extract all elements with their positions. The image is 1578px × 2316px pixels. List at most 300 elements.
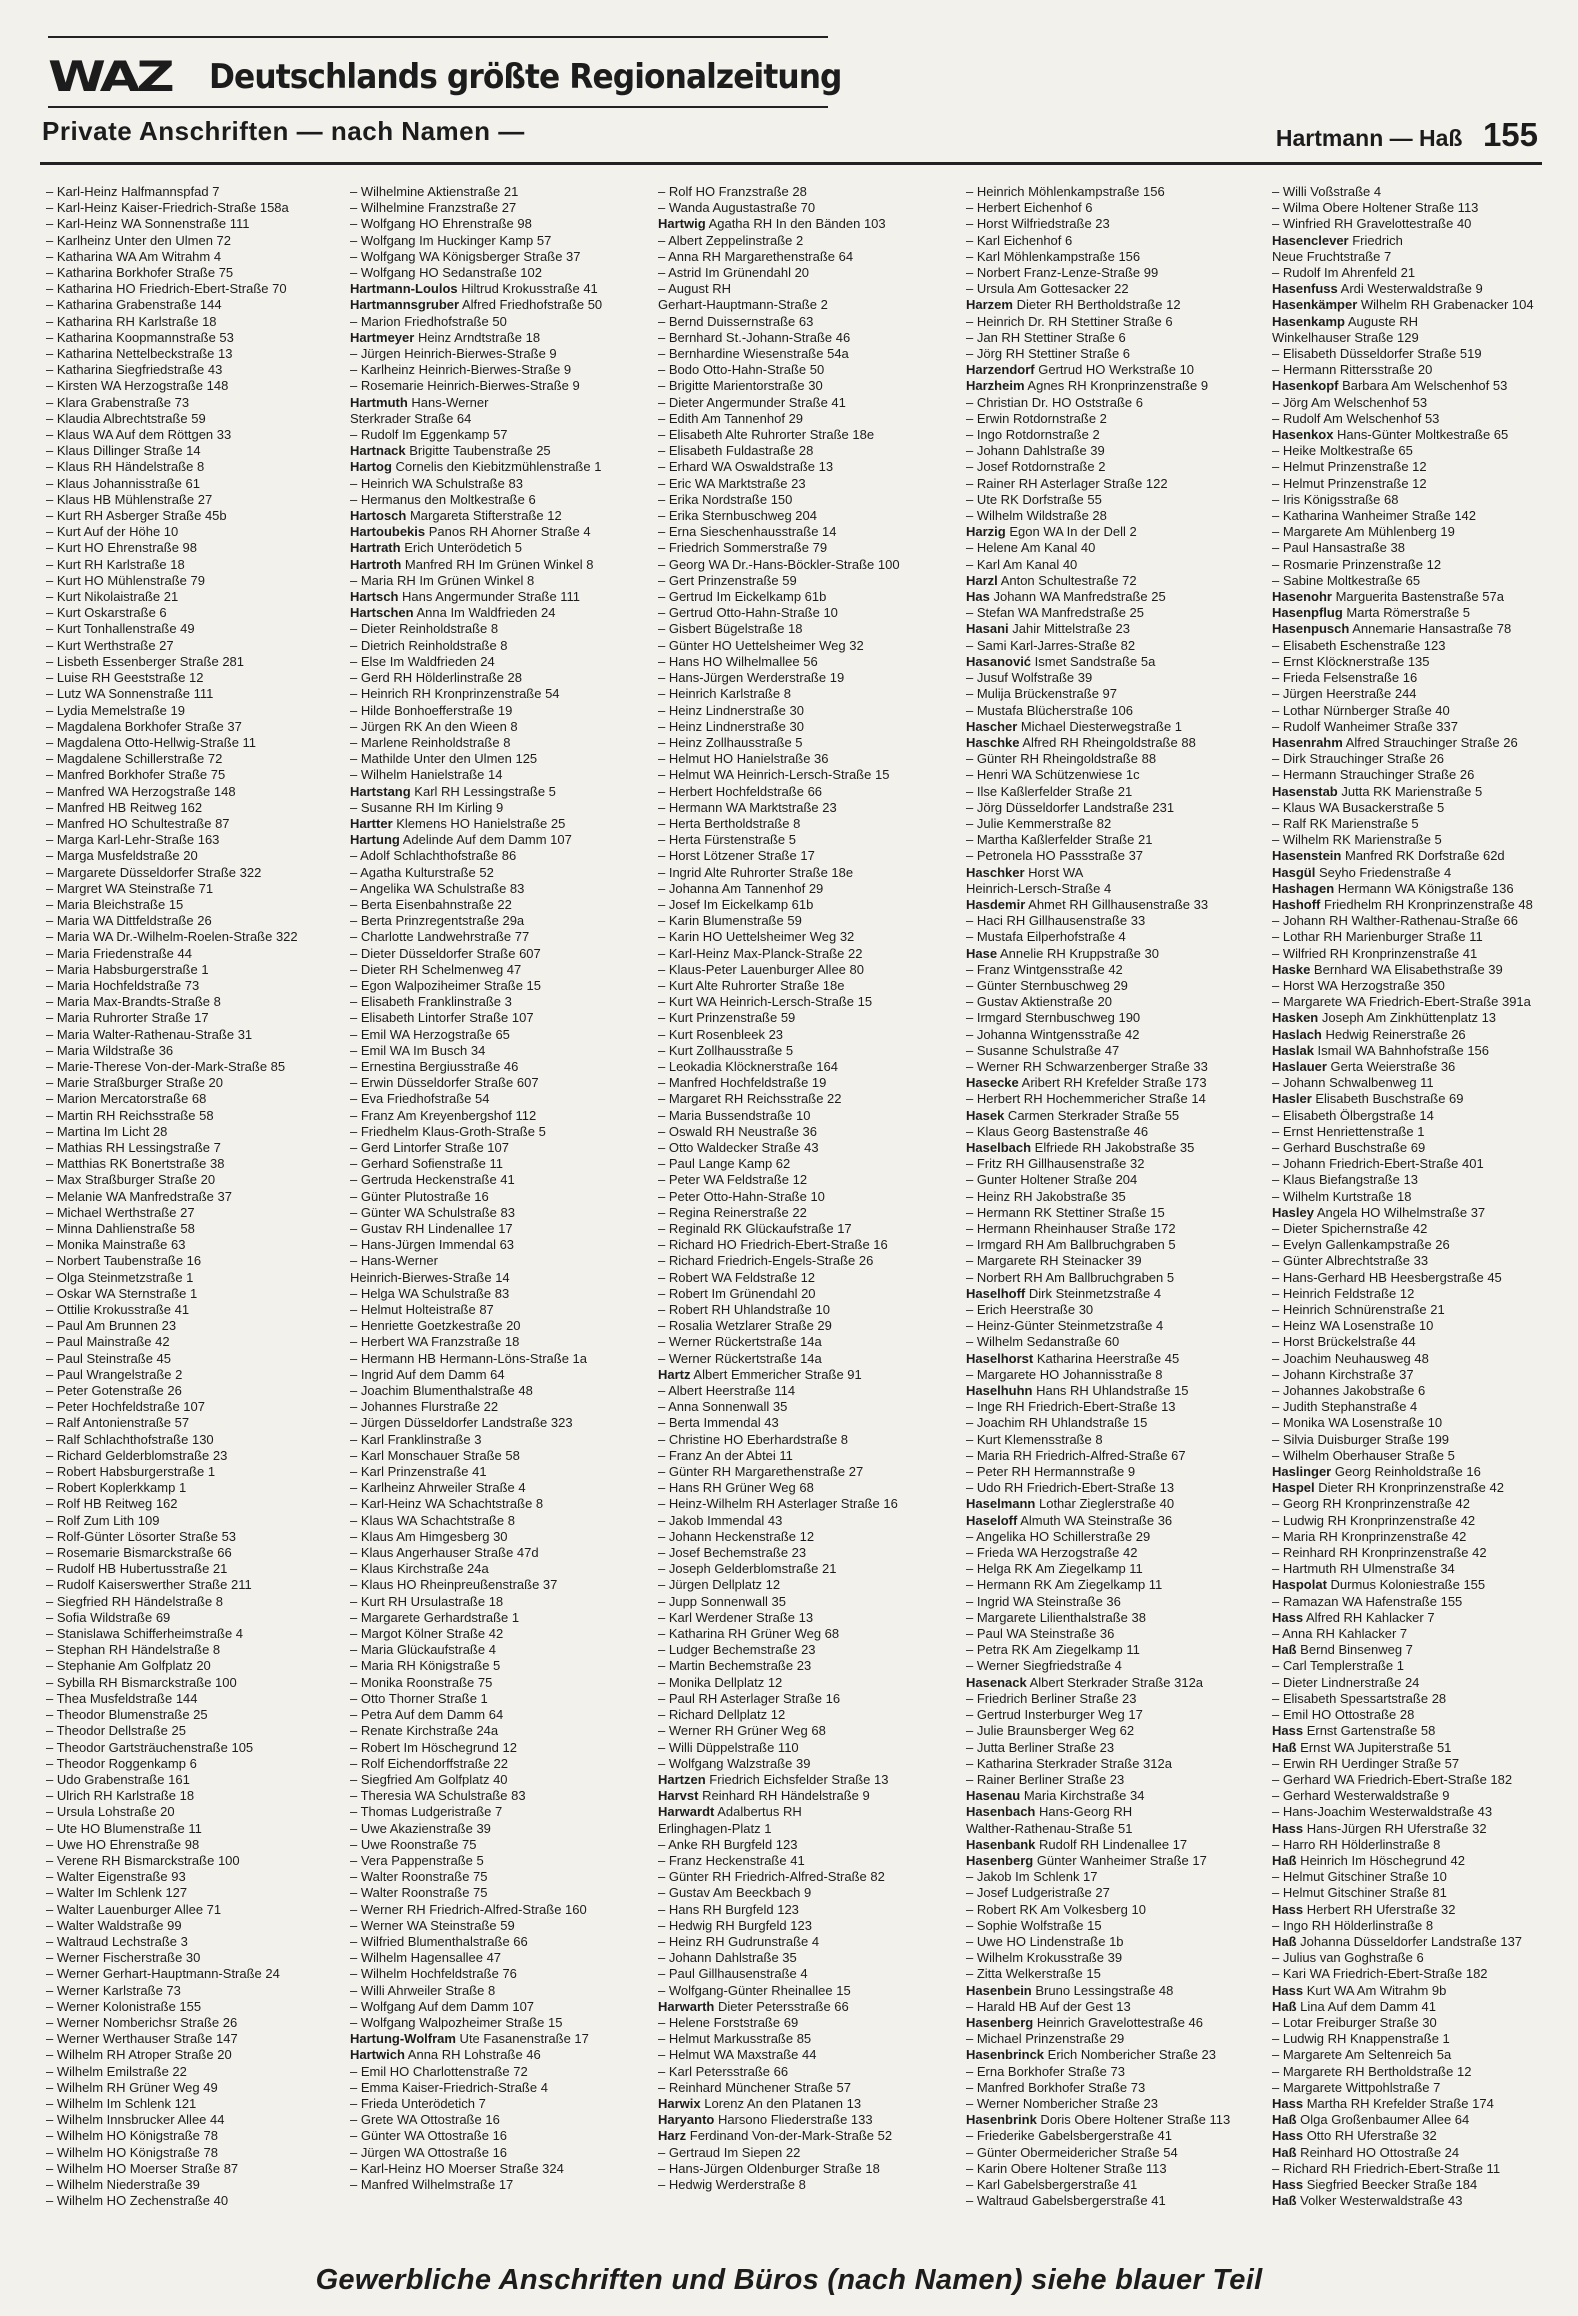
directory-entry: – Henri WA Schützenwiese 1c: [966, 767, 1140, 783]
directory-entry: – Willi Voßstraße 4: [1272, 184, 1382, 199]
directory-entry: – Wilhelm HO Zechenstraße 40: [46, 2193, 229, 2209]
directory-entry: – Rudolf HB Hubertusstraße 21: [46, 1561, 228, 1577]
directory-entry: – Thomas Ludgeristraße 7: [350, 1804, 503, 1820]
directory-entry: – Johann Dahlstraße 35: [658, 1950, 797, 1966]
directory-entry: – Klaus Kirchstraße 24a: [350, 1561, 489, 1577]
directory-entry: – Helmut Prinzenstraße 12: [1272, 459, 1427, 475]
directory-entry: – Katharina Koopmannstraße 53: [46, 329, 234, 345]
directory-entry: – Monika Roonstraße 75: [350, 1674, 493, 1690]
directory-entry: – Rosemarie Heinrich-Bierwes-Straße 9: [350, 378, 580, 394]
directory-entry: – Adolf Schlachthofstraße 86: [350, 848, 517, 864]
directory-entry: – Oskar WA Sternstraße 1: [46, 1285, 198, 1301]
directory-entry: – Helmut WA Heinrich-Lersch-Straße 15: [658, 767, 890, 783]
directory-entry: – Heinrich Feldstraße 12: [1272, 1285, 1415, 1301]
directory-entry: Haselhoff Dirk Steinmetzstraße 4: [966, 1285, 1162, 1301]
directory-entry: – Siegfried RH Händelstraße 8: [46, 1593, 224, 1609]
directory-entry: – Günter Obermeidericher Straße 54: [966, 2144, 1178, 2160]
directory-entry: – Evelyn Gallenkampstraße 26: [1272, 1237, 1450, 1253]
directory-entry: – Wolfgang-Günter Rheinallee 15: [658, 1982, 851, 1998]
directory-entry: – Heike Moltkestraße 65: [1272, 443, 1413, 459]
directory-entry: – Franz Heckenstraße 41: [658, 1852, 805, 1868]
directory-entry: Haslauer Gerta Weierstraße 36: [1272, 1058, 1456, 1074]
directory-entry: – Oswald RH Neustraße 36: [658, 1123, 817, 1139]
directory-entry: – Heinrich WA Schulstraße 83: [350, 475, 523, 491]
directory-entry: – Heinrich Karlstraße 8: [658, 686, 791, 702]
directory-entry: – Heinz Lindnerstraße 30: [658, 702, 804, 718]
directory-entry: – Peter WA Feldstraße 12: [658, 1172, 808, 1188]
directory-entry: – Robert Habsburgerstraße 1: [46, 1464, 216, 1480]
directory-entry: – Anna Sonnenwall 35: [658, 1399, 788, 1415]
directory-entry: Hartter Klemens HO Hanielstraße 25: [350, 815, 566, 831]
directory-entry: Harzendorf Gertrud HO Werkstraße 10: [966, 362, 1195, 378]
directory-entry: – Rudolf Im Ahrenfeld 21: [1272, 265, 1416, 281]
directory-entry: – Franz Wintgensstraße 42: [966, 961, 1123, 977]
directory-entry: Hasley Angela HO Wilhelmstraße 37: [1272, 1204, 1486, 1220]
directory-entry: – Elisabeth Düsseldorfer Straße 519: [1272, 346, 1482, 362]
directory-entry: Haselhorst Katharina Heerstraße 45: [966, 1350, 1180, 1366]
directory-entry: – Waltraud Gabelsbergerstraße 41: [966, 2193, 1166, 2209]
directory-entry: – Richard Friedrich-Engels-Straße 26: [658, 1253, 874, 1269]
directory-entry: – Katharina Siegfriedstraße 43: [46, 362, 223, 378]
directory-entry: Haß Volker Westerwaldstraße 43: [1272, 2193, 1463, 2209]
directory-entry: – Günter RH Rheingoldstraße 88: [966, 751, 1157, 767]
directory-entry: – Wolfgang Walpozheimer Straße 15: [350, 2014, 563, 2030]
directory-entry: – Heinrich Möhlenkampstraße 156: [966, 184, 1165, 199]
directory-entry: – Gustav Aktienstraße 20: [966, 994, 1112, 1010]
directory-entry: – Katharina RH Grüner Weg 68: [658, 1626, 840, 1642]
directory-entry: Hasenclever Friedrich: [1272, 232, 1403, 248]
directory-entry: – Helmut WA Maxstraße 44: [658, 2047, 817, 2063]
directory-entry: Hasani Jahir Mittelstraße 23: [966, 621, 1131, 637]
directory-entry: – Wilhelm RH Grüner Weg 49: [46, 2079, 218, 2095]
directory-entry: – Michael Prinzenstraße 29: [966, 2031, 1125, 2047]
directory-entry: – Johann Heckenstraße 12: [658, 1528, 815, 1544]
directory-entry: – Katharina WA Am Witrahm 4: [46, 248, 222, 264]
directory-entry: – Iris Königsstraße 68: [1272, 491, 1399, 507]
directory-entry: – Wolfgang HO Sedanstraße 102: [350, 265, 542, 281]
directory-entry: – Karl-Heinz WA Schachtstraße 8: [350, 1496, 544, 1512]
directory-entry: – Siegfried Am Golfplatz 40: [350, 1771, 508, 1787]
directory-entry: – Bernhardine Wiesenstraße 54a: [658, 346, 849, 362]
directory-entry: – Theresia WA Schulstraße 83: [350, 1788, 526, 1804]
directory-entry: – Wilhelm Im Schlenk 121: [46, 2095, 197, 2111]
directory-entry: – Marie-Therese Von-der-Mark-Straße 85: [46, 1058, 286, 1074]
directory-entry: Hartog Cornelis den Kiebitzmühlenstraße 1: [350, 459, 602, 475]
directory-entry: – Dieter Reinholdstraße 8: [350, 621, 499, 637]
directory-entry: – Hermann RK Stettiner Straße 15: [966, 1204, 1165, 1220]
directory-entry: – Dieter Düsseldorfer Straße 607: [350, 945, 541, 961]
directory-entry: – Werner Siegfriedstraße 4: [966, 1658, 1122, 1674]
directory-entry: – Margaret RH Reichsstraße 22: [658, 1091, 842, 1107]
directory-entry: Hasecke Aribert RH Krefelder Straße 173: [966, 1075, 1207, 1091]
directory-entry: – Ute HO Blumenstraße 11: [46, 1820, 202, 1836]
directory-entry: – Karl Möhlenkampstraße 156: [966, 248, 1141, 264]
directory-entry: – Ludwig RH Knappenstraße 1: [1272, 2031, 1450, 2047]
directory-entry: Haß Ernst WA Jupiterstraße 51: [1272, 1739, 1452, 1755]
directory-entry: – Sophie Wolfstraße 15: [966, 1917, 1102, 1933]
directory-entry: Hartnack Brigitte Taubenstraße 25: [350, 443, 551, 459]
directory-entry: Haselbach Elfriede RH Jakobstraße 35: [966, 1139, 1195, 1155]
directory-entry: – Wilhelm HO Königstraße 78: [46, 2144, 218, 2160]
directory-entry: – Maria WA Dittfeldstraße 26: [46, 913, 212, 929]
directory-entry: – Uwe HO Ehrenstraße 98: [46, 1836, 200, 1852]
directory-entry: – Elisabeth Eschenstraße 123: [1272, 637, 1446, 653]
directory-entry: – Ingo RH Hölderlinstraße 8: [1272, 1917, 1434, 1933]
directory-entry: – Marion Friedhofstraße 50: [350, 313, 507, 329]
directory-entry: – Walter Roonstraße 75: [350, 1885, 488, 1901]
directory-entry: – Wilhelm Sedanstraße 60: [966, 1334, 1120, 1350]
directory-entry: Hasenrahm Alfred Strauchinger Straße 26: [1272, 734, 1518, 750]
directory-entry: – Julius van Goghstraße 6: [1272, 1950, 1424, 1966]
directory-entry: – Erich Heerstraße 30: [966, 1302, 1094, 1318]
directory-entry: – Heinrich Schnürenstraße 21: [1272, 1302, 1445, 1318]
directory-entry: – Rolf Eichendorffstraße 22: [350, 1755, 509, 1771]
directory-entry: – Hans-Jürgen Immendal 63: [350, 1237, 515, 1253]
directory-entry: – Petra RK Am Ziegelkamp 11: [966, 1642, 1140, 1658]
directory-entry: – Karl Petersstraße 66: [658, 2063, 789, 2079]
directory-entry: – Silvia Duisburger Straße 199: [1272, 1431, 1450, 1447]
directory-entry: – Elisabeth Spessartstraße 28: [1272, 1690, 1447, 1706]
directory-entry: – Margarete Düsseldorfer Straße 322: [46, 864, 262, 880]
directory-entry: – Margarete Am Seltenreich 5a: [1272, 2047, 1452, 2063]
directory-entry: – Ingrid Auf dem Damm 64: [350, 1366, 505, 1382]
directory-entry: – Paul Lange Kamp 62: [658, 1156, 791, 1172]
directory-entry: – Elisabeth Franklinstraße 3: [350, 994, 512, 1010]
directory-entry: – Maria Bussendstraße 10: [658, 1107, 811, 1123]
directory-entry: – Jutta Berliner Straße 23: [966, 1739, 1115, 1755]
directory-entry: – Jakob Immendal 43: [658, 1512, 783, 1528]
directory-entry: Harzem Dieter RH Bertholdstraße 12: [966, 297, 1181, 313]
directory-entry: – Werner RH Schwarzenberger Straße 33: [966, 1058, 1208, 1074]
directory-entry: – Jürgen Dellplatz 12: [658, 1577, 781, 1593]
directory-entry: Hashoff Friedhelm RH Kronprinzenstraße 48: [1272, 896, 1533, 912]
directory-entry: – Sybilla RH Bismarckstraße 100: [46, 1674, 237, 1690]
directory-entry: Hasenbank Rudolf RH Lindenallee 17: [966, 1836, 1188, 1852]
directory-entry: – Gisbert Bügelstraße 18: [658, 621, 803, 637]
directory-entry: – Albert Zeppelinstraße 2: [658, 232, 804, 248]
directory-entry: – Vera Pappenstraße 5: [350, 1852, 484, 1868]
directory-entry: – Rainer Berliner Straße 23: [966, 1771, 1125, 1787]
directory-entry: – Susanne RH Im Kirling 9: [350, 799, 504, 815]
directory-entry: – Katharina RH Karlstraße 18: [46, 313, 217, 329]
directory-entry: – Anna RH Margarethenstraße 64: [658, 248, 854, 264]
directory-entry: – Rudolf Am Welschenhof 53: [1272, 410, 1440, 426]
directory-entry: – Josef Ludgeristraße 27: [966, 1885, 1110, 1901]
directory-entry: – Erhard WA Oswaldstraße 13: [658, 459, 834, 475]
directory-entry: – Heinz RH Jakobstraße 35: [966, 1188, 1126, 1204]
directory-entry: – Werner Werthauser Straße 147: [46, 2031, 238, 2047]
directory-entry: – Kurt RH Karlstraße 18: [46, 556, 185, 572]
directory-entry: – Horst Wilfriedstraße 23: [966, 216, 1110, 232]
directory-entry: – Kurt Werthstraße 27: [46, 637, 174, 653]
directory-entry: – Maria RH Im Grünen Winkel 8: [350, 572, 535, 588]
directory-entry: – Klaus RH Händelstraße 8: [46, 459, 205, 475]
directory-entry: – Klaus HB Mühlenstraße 27: [46, 491, 213, 507]
directory-entry: – Ottilie Krokusstraße 41: [46, 1302, 190, 1318]
directory-entry: Hasanović Ismet Sandstraße 5a: [966, 653, 1156, 669]
directory-entry: – Stefan WA Manfredstraße 25: [966, 605, 1144, 621]
directory-entry: Hasenpusch Annemarie Hansastraße 78: [1272, 621, 1512, 637]
directory-entry: – Hans-Joachim Westerwaldstraße 43: [1272, 1804, 1493, 1820]
directory-entry: – Inge RH Friedrich-Ebert-Straße 13: [966, 1399, 1176, 1415]
directory-entry: – Karl Werdener Straße 13: [658, 1609, 814, 1625]
directory-entry: – Marlene Reinholdstraße 8: [350, 734, 511, 750]
newspaper-slogan: Deutschlands größte Regionalzeitung: [208, 56, 842, 97]
directory-entry: – Gerhard Buschstraße 69: [1272, 1139, 1426, 1155]
directory-entry: – Wilhelm Hagensallee 47: [350, 1950, 502, 1966]
directory-entry: – Christine HO Eberhardstraße 8: [658, 1431, 849, 1447]
directory-entry: – Helmut Gitschiner Straße 10: [1272, 1869, 1447, 1885]
directory-entry: – Katharina Grabenstraße 144: [46, 297, 222, 313]
page-number: 155: [1482, 116, 1538, 153]
directory-entry: – Werner RH Grüner Weg 68: [658, 1723, 826, 1739]
directory-entry: – Harro RH Hölderlinstraße 8: [1272, 1836, 1441, 1852]
directory-entry: – Werner Rückertstraße 14a: [658, 1350, 822, 1366]
directory-entry: – Winfried RH Gravelottestraße 40: [1272, 216, 1472, 232]
directory-entry: – Hans-Gerhard HB Heesbergstraße 45: [1272, 1269, 1502, 1285]
directory-column-1: [46, 184, 346, 2229]
directory-entry: Hartmann-Loulos Hiltrud Krokusstraße 41: [350, 281, 598, 297]
directory-entry: – Marion Mercatorstraße 68: [46, 1091, 207, 1107]
directory-entry: – Johann Friedrich-Ebert-Straße 401: [1272, 1156, 1484, 1172]
directory-entry: – Maria RH Kronprinzenstraße 42: [1272, 1528, 1467, 1544]
directory-entry: – Wilfried Blumenthalstraße 66: [350, 1933, 528, 1949]
directory-entry: Hass Hans-Jürgen RH Uferstraße 32: [1272, 1820, 1487, 1836]
directory-entry: – Gustav RH Lindenallee 17: [350, 1221, 513, 1236]
directory-entry: – Wolfgang Walzstraße 39: [658, 1755, 811, 1771]
directory-entry: – Helene Forststraße 69: [658, 2014, 799, 2030]
directory-entry: – Johannes Flurstraße 22: [350, 1399, 499, 1415]
directory-entry: – Gertrud Insterburger Weg 17: [966, 1707, 1143, 1723]
directory-entry: – Christian Dr. HO Oststraße 6: [966, 394, 1143, 410]
directory-entry: – Horst Brückelstraße 44: [1272, 1334, 1416, 1350]
directory-entry: – Dieter Spichernstraße 42: [1272, 1221, 1428, 1236]
directory-entry: Haschke Alfred RH Rheingoldstraße 88: [966, 734, 1196, 750]
directory-column-2: [350, 184, 650, 2229]
directory-entry: – Heinz RH Gudrunstraße 4: [658, 1933, 820, 1949]
directory-column-4: [966, 184, 1266, 2229]
directory-entry: – Kurt Prinzenstraße 59: [658, 1010, 796, 1026]
directory-entry: Haß Reinhard HO Ottostraße 24: [1272, 2144, 1460, 2160]
directory-entry: – Maria Hochfeldstraße 73: [46, 977, 200, 993]
directory-entry: Erlinghagen-Platz 1: [658, 1820, 772, 1836]
directory-entry: – Magdalena Otto-Hellwig-Straße 11: [46, 734, 257, 750]
directory-entry: – Maria Glückaufstraße 4: [350, 1642, 496, 1658]
directory-entry: – Wilhelm RK Marienstraße 5: [1272, 832, 1442, 848]
directory-entry: – Margarete Wittpohlstraße 7: [1272, 2079, 1441, 2095]
directory-entry: – Ralf RK Marienstraße 5: [1272, 815, 1419, 831]
directory-entry: Hartung Adelinde Auf dem Damm 107: [350, 832, 572, 848]
directory-entry: – Wilhelm Hanielstraße 14: [350, 767, 503, 783]
directory-entry: – Hermann HB Hermann-Löns-Straße 1a: [350, 1350, 587, 1366]
newspaper-logo: WAZ: [48, 52, 172, 101]
directory-entry: – Otto Thorner Straße 1: [350, 1690, 488, 1706]
directory-entry: – Monika Dellplatz 12: [658, 1674, 783, 1690]
directory-entry: – Ingo Rotdornstraße 2: [966, 427, 1100, 443]
directory-entry: – Richard RH Friedrich-Ebert-Straße 11: [1272, 2160, 1501, 2176]
directory-entry: Heinrich-Lersch-Straße 4: [966, 880, 1112, 896]
directory-entry: – Johann Kirchstraße 37: [1272, 1366, 1414, 1382]
directory-entry: – Margarete HO Johannisstraße 8: [966, 1366, 1163, 1382]
directory-entry: – Wilhelmine Aktienstraße 21: [350, 184, 519, 199]
directory-entry: Haselmann Lothar Zieglerstraße 40: [966, 1496, 1175, 1512]
directory-entry: – Friedrich Berliner Straße 23: [966, 1690, 1137, 1706]
masthead-rule: [48, 106, 828, 108]
directory-entry: – Maria Wildstraße 36: [46, 1042, 174, 1058]
directory-entry: – Kari WA Friedrich-Ebert-Straße 182: [1272, 1966, 1488, 1982]
directory-entry: – Gerhard WA Friedrich-Ebert-Straße 182: [1272, 1771, 1513, 1787]
directory-entry: – Klaus-Peter Lauenburger Allee 80: [658, 961, 864, 977]
directory-entry: – Margarete RH Steinacker 39: [966, 1253, 1142, 1269]
directory-entry: – Kurt Oskarstraße 6: [46, 605, 167, 621]
directory-entry: – Marga Musfeldstraße 20: [46, 848, 198, 864]
directory-entry: – Heinz WA Losenstraße 10: [1272, 1318, 1434, 1334]
directory-entry: – Robert WA Feldstraße 12: [658, 1269, 816, 1285]
directory-entry: – Martina Im Licht 28: [46, 1123, 168, 1139]
directory-entry: – Max Straßburger Straße 20: [46, 1172, 216, 1188]
directory-entry: – Katharina HO Friedrich-Ebert-Straße 70: [46, 281, 287, 297]
directory-entry: – Karl-Heinz Kaiser-Friedrich-Straße 158a: [46, 200, 289, 216]
directory-entry: – Gustav Am Beeckbach 9: [658, 1885, 812, 1901]
directory-entry: – Helga RK Am Ziegelkamp 11: [966, 1561, 1143, 1577]
directory-entry: Hartschen Anna Im Waldfrieden 24: [350, 605, 556, 621]
directory-entry: – Peter RH Hermannstraße 9: [966, 1464, 1136, 1480]
directory-entry: – Heinz Zollhausstraße 5: [658, 734, 803, 750]
directory-entry: – Angelika HO Schillerstraße 29: [966, 1528, 1151, 1544]
directory-entry: – Paul RH Asterlager Straße 16: [658, 1690, 841, 1706]
directory-entry: – Melanie WA Manfredstraße 37: [46, 1188, 232, 1204]
directory-entry: – Karl Eichenhof 6: [966, 232, 1073, 248]
directory-entry: – Karl-Heinz Halfmannspfad 7: [46, 184, 220, 199]
directory-entry: – Jürgen WA Ottostraße 16: [350, 2144, 508, 2160]
directory-entry: – Ursula Am Gottesacker 22: [966, 281, 1129, 297]
directory-entry: – Stanislawa Schifferheimstraße 4: [46, 1626, 244, 1642]
directory-entry: – Klara Grabenstraße 73: [46, 394, 190, 410]
directory-entry: – Ernst Henriettenstraße 1: [1272, 1123, 1425, 1139]
directory-entry: – Martin RH Reichsstraße 58: [46, 1107, 214, 1123]
directory-entry: – Rudolf Im Eggenkamp 57: [350, 427, 508, 443]
directory-entry: – Manfred HO Schultestraße 87: [46, 815, 230, 831]
directory-entry: Hartrath Erich Unterödetich 5: [350, 540, 522, 556]
directory-entry: – Mathias RH Lessingstraße 7: [46, 1139, 221, 1155]
directory-entry: – Richard Dellplatz 12: [658, 1707, 786, 1723]
directory-entry: – Lothar RH Marienburger Straße 11: [1272, 929, 1483, 945]
directory-entry: – Erika Sternbuschweg 204: [658, 508, 817, 524]
directory-entry: – Helmut Holteistraße 87: [350, 1302, 494, 1318]
directory-entry: Hass Otto RH Uferstraße 32: [1272, 2128, 1437, 2144]
directory-entry: – Verene RH Bismarckstraße 100: [46, 1852, 240, 1868]
directory-entry: – Walter Roonstraße 75: [350, 1869, 488, 1885]
directory-entry: Haspolat Durmus Koloniestraße 155: [1272, 1577, 1486, 1593]
header-rule: [40, 162, 1542, 165]
directory-entry: – Jürgen Düsseldorfer Landstraße 323: [350, 1415, 573, 1431]
directory-entry: – Manfred Wilhelmstraße 17: [350, 2176, 514, 2192]
directory-entry: – Michael Werthstraße 27: [46, 1204, 195, 1220]
directory-entry: – Regina Reinerstraße 22: [658, 1204, 807, 1220]
directory-entry: – Kurt Auf der Höhe 10: [46, 524, 179, 540]
directory-entry: – Zitta Welkerstraße 15: [966, 1966, 1101, 1982]
directory-entry: – Herta Fürstenstraße 5: [658, 832, 796, 848]
directory-entry: Harz Ferdinand Von-der-Mark-Straße 52: [658, 2128, 893, 2144]
directory-entry: – Paul Hansastraße 38: [1272, 540, 1405, 556]
directory-entry: – Marga Karl-Lehr-Straße 163: [46, 832, 220, 848]
directory-entry: – Wolfgang Auf dem Damm 107: [350, 1998, 535, 2014]
directory-entry: – Wilhelm Innsbrucker Allee 44: [46, 2112, 225, 2128]
directory-entry: – Maria Ruhrorter Straße 17: [46, 1010, 209, 1026]
directory-entry: – Judith Stephanstraße 4: [1272, 1399, 1418, 1415]
directory-entry: Hasken Joseph Am Zinkhüttenplatz 13: [1272, 1010, 1497, 1026]
directory-entry: – Kurt HO Ehrenstraße 98: [46, 540, 198, 556]
directory-entry: – Haci RH Gillhausenstraße 33: [966, 913, 1146, 929]
directory-entry: Hasenberg Günter Wanheimer Straße 17: [966, 1852, 1207, 1868]
directory-entry: Hartwig Agatha RH In den Bänden 103: [658, 216, 886, 232]
directory-entry: – Johann Schwalbenweg 11: [1272, 1075, 1434, 1091]
directory-entry: – Mulija Brückenstraße 97: [966, 686, 1118, 702]
directory-entry: – Fritz RH Gillhausenstraße 32: [966, 1156, 1145, 1172]
directory-entry: – Julie Braunsberger Weg 62: [966, 1723, 1135, 1739]
directory-entry: – Susanne Schulstraße 47: [966, 1042, 1120, 1058]
directory-entry: – Karl Am Kanal 40: [966, 556, 1078, 572]
directory-entry: Haslinger Georg Reinholdstraße 16: [1272, 1464, 1481, 1480]
directory-entry: – Günter WA Ottostraße 16: [350, 2128, 508, 2144]
directory-entry: – Reinhard Münchener Straße 57: [658, 2079, 851, 2095]
directory-entry: – Karin Obere Holtener Straße 113: [966, 2160, 1167, 2176]
directory-entry: Hasenbein Bruno Lessingstraße 48: [966, 1982, 1174, 1998]
directory-entry: – Angelika WA Schulstraße 83: [350, 880, 525, 896]
directory-entry: – Manfred Hochfeldstraße 19: [658, 1075, 827, 1091]
directory-entry: Haß Lina Auf dem Damm 41: [1272, 1998, 1437, 2014]
directory-entry: – Dieter Angermunder Straße 41: [658, 394, 846, 410]
directory-entry: – Ingrid WA Steinstraße 36: [966, 1593, 1121, 1609]
name-range: Hartmann — Haß: [1275, 125, 1463, 151]
directory-entry: – Sofia Wildstraße 69: [46, 1609, 171, 1625]
directory-entry: – Robert Im Grünendahl 20: [658, 1285, 816, 1301]
directory-entry: – Jakob Im Schlenk 17: [966, 1869, 1098, 1885]
directory-entry: – Berta Immendal 43: [658, 1415, 779, 1431]
directory-entry: – Jürgen RK An den Wieen 8: [350, 718, 518, 734]
directory-entry: – Udo Grabenstraße 161: [46, 1771, 190, 1787]
directory-entry: – Paul Mainstraße 42: [46, 1334, 170, 1350]
directory-entry: – Maria Friedenstraße 44: [46, 945, 192, 961]
directory-entry: – Ursula Lohstraße 20: [46, 1804, 175, 1820]
directory-entry: Haseloff Almuth WA Steinstraße 36: [966, 1512, 1173, 1528]
directory-entry: – Katharina Nettelbeckstraße 13: [46, 346, 233, 362]
directory-entry: – Wilhelm Wildstraße 28: [966, 508, 1107, 524]
directory-entry: – Wilfried RH Kronprinzenstraße 41: [1272, 945, 1478, 961]
directory-entry: – Anke RH Burgfeld 123: [658, 1836, 798, 1852]
directory-entry: – Jusuf Wolfstraße 39: [966, 670, 1093, 686]
directory-entry: – Karl Monschauer Straße 58: [350, 1447, 520, 1463]
directory-entry: – Margot Kölner Straße 42: [350, 1626, 504, 1642]
directory-entry: – Wilhelm Hochfeldstraße 76: [350, 1966, 517, 1982]
directory-entry: – Maria Max-Brandts-Straße 8: [46, 994, 221, 1010]
directory-entry: Hasenau Maria Kirchstraße 34: [966, 1788, 1145, 1804]
directory-entry: – Maria WA Dr.-Wilhelm-Roelen-Straße 322: [46, 929, 298, 945]
directory-entry: – Berta Eisenbahnstraße 22: [350, 896, 512, 912]
directory-entry: – Erika Nordstraße 150: [658, 491, 793, 507]
directory-entry: – Karlheinz Unter den Ulmen 72: [46, 232, 231, 248]
directory-entry: – Emil WA Herzogstraße 65: [350, 1026, 510, 1042]
directory-entry: – Jan RH Stettiner Straße 6: [966, 329, 1126, 345]
directory-entry: – Margarete Lilienthalstraße 38: [966, 1609, 1146, 1625]
directory-entry: Harzheim Agnes RH Kronprinzenstraße 9: [966, 378, 1209, 394]
directory-entry: – Hans HO Wilhelmallee 56: [658, 653, 818, 669]
directory-entry: – Margret WA Steinstraße 71: [46, 880, 214, 896]
directory-entry: – Wilhelm Kurtstraße 18: [1272, 1188, 1412, 1204]
directory-entry: – Bernd Duissernstraße 63: [658, 313, 814, 329]
directory-entry: – Maria RH Königstraße 5: [350, 1658, 501, 1674]
directory-entry: Harzig Egon WA In der Dell 2: [966, 524, 1137, 540]
